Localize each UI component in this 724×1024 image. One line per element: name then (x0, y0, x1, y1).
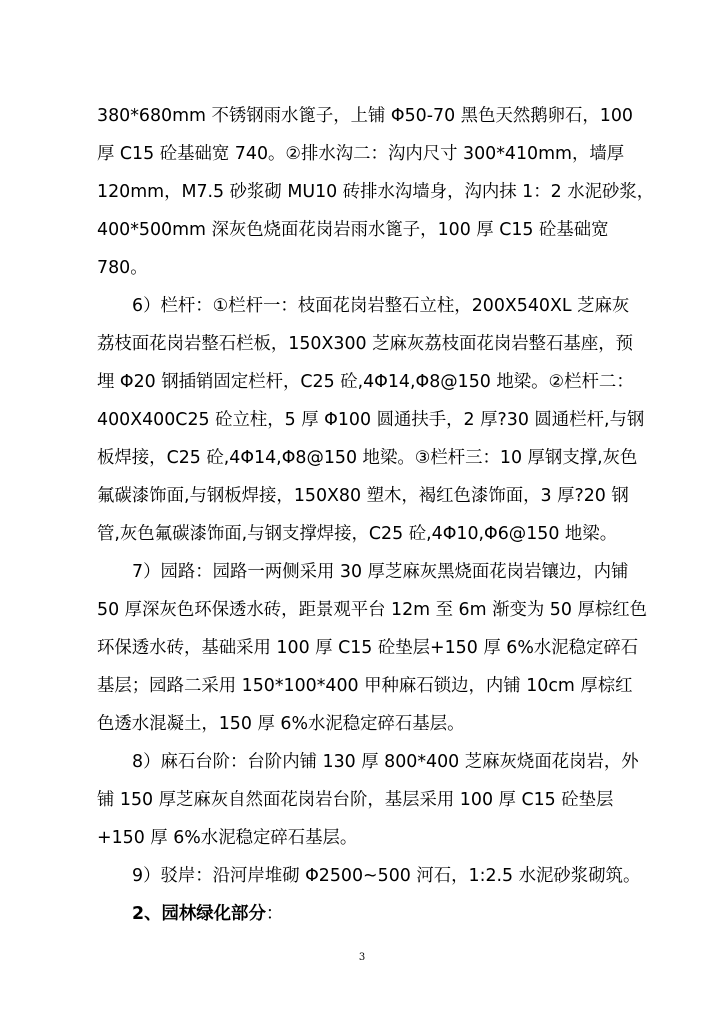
text-line: 埋 Φ20 钢插销固定栏杆，C25 砼,4Φ14,Φ8@150 地梁。②栏杆二： (97, 372, 634, 392)
item-7-garden-path: 7）园路：园路一两侧采用 30 厚芝麻灰黑烧面花岗岩镶边，内铺 (132, 562, 629, 582)
section-heading-colon: ： (265, 904, 284, 924)
text-line: 色透水混凝土，150 厚 6%水泥稳定碎石基层。 (97, 714, 465, 734)
section-heading (97, 895, 637, 933)
text-line: 铺 150 厚芝麻灰自然面花岗岩台阶，基层采用 100 厚 C15 砼垫层 (97, 790, 614, 810)
text-line: 400*500mm 深灰色烧面花岗岩雨水篦子，100 厚 C15 砼基础宽 (97, 220, 609, 240)
section-heading-text: 2、园林绿化部分 (132, 904, 266, 924)
text-line: 780。 (97, 258, 148, 278)
item-6-railing: 6）栏杆：①栏杆一：枝面花岗岩整石立柱，200X540XL 芝麻灰 (132, 296, 630, 316)
text-line: 120mm，M7.5 砂浆砌 MU10 砖排水沟墙身，沟内抹 1：2 水泥砂浆， (97, 182, 655, 202)
text-line: 环保透水砖，基础采用 100 厚 C15 砼垫层+150 厚 6%水泥稳定碎石 (97, 638, 639, 658)
body-text (97, 97, 655, 933)
text-line: 荔枝面花岗岩整石栏板，150X300 芝麻灰荔枝面花岗岩整石基座，预 (97, 334, 633, 354)
page-number: 3 (358, 952, 366, 963)
item-9-revetment: 9）驳岸：沿河岸堆砌 Φ2500~500 河石，1:2.5 水泥砂浆砌筑。 (132, 866, 641, 886)
text-line: 400X400C25 砼立柱，5 厚 Φ100 圆通扶手，2 厚?30 圆通栏杆,与钢 (97, 410, 645, 430)
text-line: 380*680mm 不锈钢雨水篦子，上铺 Φ50-70 黑色天然鹅卵石，100 (97, 106, 633, 126)
text-line: 板焊接，C25 砼,4Φ14,Φ8@150 地梁。③栏杆三：10 厚钢支撑,灰色 (97, 448, 638, 468)
text-line: 厚 C15 砼基础宽 740。②排水沟二：沟内尺寸 300*410mm，墙厚 (97, 144, 625, 164)
item-8-stone-steps: 8）麻石台阶：台阶内铺 130 厚 800*400 芝麻灰烧面花岗岩，外 (132, 752, 639, 772)
text-line: 管,灰色氟碳漆饰面,与钢支撑焊接，C25 砼,4Φ10,Φ6@150 地梁。 (97, 524, 618, 544)
text-line: 氟碳漆饰面,与钢板焊接，150X80 塑木，褐红色漆饰面，3 厚?20 钢 (97, 486, 629, 506)
text-line: 基层；园路二采用 150*100*400 甲种麻石锁边，内铺 10cm 厚棕红 (97, 676, 633, 696)
text-line: 50 厚深灰色环保透水砖，距景观平台 12m 至 6m 渐变为 50 厚棕红色 (97, 600, 648, 620)
text-line: +150 厚 6%水泥稳定碎石基层。 (97, 828, 358, 848)
